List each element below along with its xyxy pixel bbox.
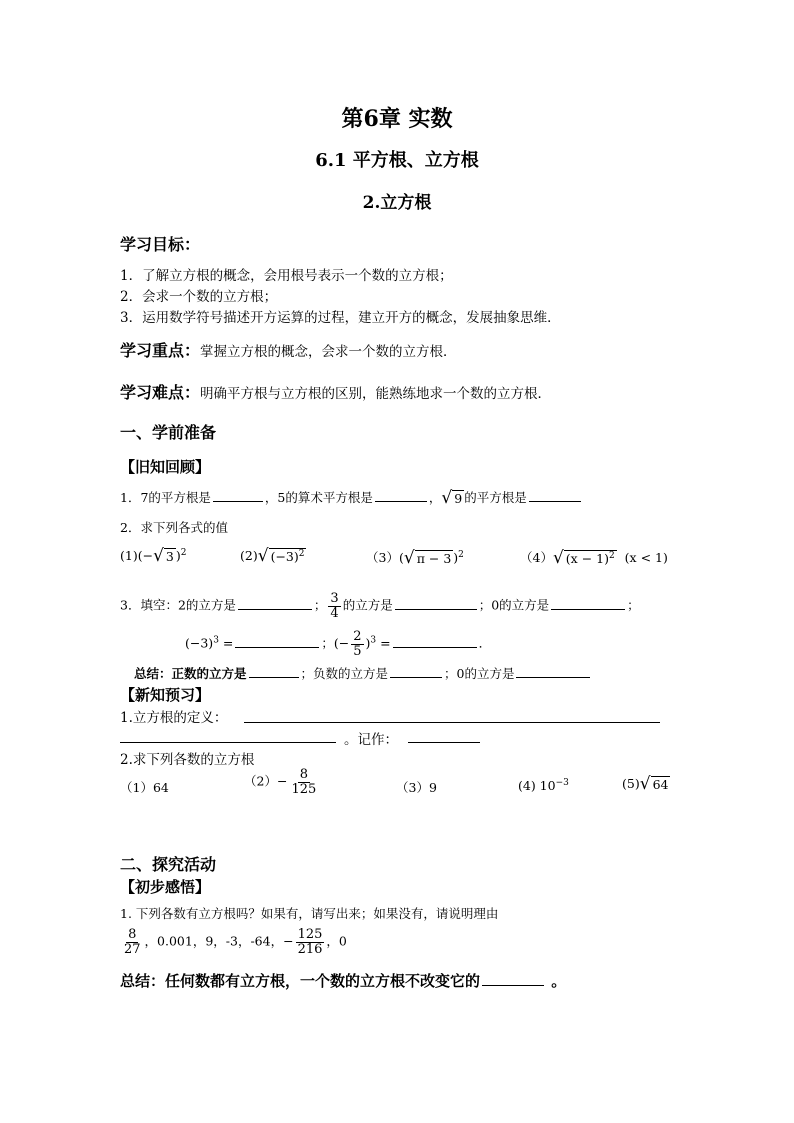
- q3-neg3-exp: 3: [213, 635, 219, 646]
- part2-heading: 二、探究活动: [120, 855, 217, 874]
- q3-blank-3[interactable]: [551, 596, 625, 610]
- part2-summary-b: 。: [551, 972, 567, 990]
- objective-1: 1．了解立方根的概念，会用根号表示一个数的立方根；: [120, 268, 453, 284]
- summary-blank-3[interactable]: [516, 664, 590, 678]
- difficulty: [120, 380, 551, 403]
- sqrt-64: √ 64: [639, 774, 669, 794]
- summary-blank-2[interactable]: [390, 664, 442, 678]
- q1-blank-3[interactable]: [529, 488, 581, 502]
- numbers-mid: ，0.001，9，-3，-64，−: [144, 933, 294, 949]
- p2-item-5: [622, 776, 670, 793]
- frac-8-27-den: 27: [124, 941, 141, 957]
- section-title: 6.1 平方根、立方根: [315, 150, 479, 171]
- q2-item-4-base: (x − 1): [565, 551, 609, 567]
- key-point-text: 掌握立方根的概念，会求一个数的立方根．: [200, 344, 457, 360]
- summary-blank-1[interactable]: [249, 664, 299, 678]
- q1-text-a: 1．7的平方根是: [120, 490, 211, 505]
- p2-item-1: （1）64: [120, 780, 169, 795]
- summary-c: ；0的立方是: [444, 666, 515, 681]
- review-heading: 【旧知回顾】: [120, 458, 211, 476]
- q2-item-4: [520, 548, 668, 567]
- fraction-3-4: [328, 592, 340, 620]
- subsection-title: 2.立方根: [362, 193, 432, 213]
- frac-8-27-num: 8: [128, 927, 137, 942]
- q2-item-3-exp: 2: [458, 549, 464, 560]
- q3-e-exp: 3: [370, 635, 377, 646]
- q3-text-b: 的立方是: [342, 597, 393, 613]
- preview-p1-notation: 。记作：: [344, 732, 398, 748]
- q3-neg3: (−3): [185, 635, 214, 651]
- q2-item-2-label: (2): [240, 548, 258, 563]
- q1-blank-1[interactable]: [213, 488, 263, 502]
- q1-blank-2[interactable]: [375, 488, 427, 502]
- frac-2-5-den: 5: [353, 643, 362, 659]
- q3-text-a: 3．填空：2的立方是: [120, 597, 236, 613]
- p2-item-2: [244, 768, 320, 796]
- p2-item-5-label: (5): [622, 776, 640, 791]
- p2-item-4-exp: −3: [555, 778, 569, 788]
- part2-summary-a: 总结：任何数都有立方根，一个数的立方根不改变它的: [120, 972, 481, 990]
- p2-item-4: [518, 778, 569, 793]
- summary-a: 总结：正数的立方是: [134, 666, 247, 681]
- sqrt-x-inner: [564, 550, 617, 567]
- sqrt-pi-minus-3: √ π − 3: [403, 548, 452, 568]
- key-point-label: 学习重点：: [120, 341, 201, 360]
- q2-item-2: [240, 548, 306, 565]
- frac-3-4-den: 4: [330, 605, 339, 621]
- review-q1: 1．7的平方根是 ，5的算术平方根是 ， √ 9 的平方根是: [120, 488, 583, 507]
- p2-item-2-label: （2）−: [244, 773, 288, 789]
- sqrt-x-minus-1-squared: √ $(x - 1)^2$: [552, 548, 615, 568]
- objective-3: 3．运用数学符号描述开方运算的过程，建立开方的概念，发展抽象思维．: [120, 310, 561, 326]
- review-q3-line2: $(-3)^3$ = ；(− $\frac{2}{5}$ )$^3$ = ．: [185, 629, 492, 659]
- q2-item-3-label: （3）(: [366, 550, 404, 565]
- definition-blank-1[interactable]: [244, 722, 660, 723]
- q2-item-4-label: （4）: [520, 550, 553, 565]
- initial-heading: 【初步感悟】: [120, 878, 211, 896]
- part2-q1: 1. 下列各数有立方根吗？如果有，请写出来；如果没有，请说明理由: [120, 906, 499, 921]
- sqrt-neg3-squared: √ $(-3)^2$: [257, 546, 305, 566]
- frac-125-216-num: 125: [297, 927, 323, 942]
- fraction-2-5: [351, 630, 363, 658]
- q2-item-4-condition: (x < 1): [624, 550, 668, 565]
- frac-125-216-den: 216: [297, 941, 323, 957]
- fraction-125-216: [296, 928, 325, 956]
- summary-b: ；负数的立方是: [300, 666, 389, 681]
- preview-heading: 【新知预习】: [120, 686, 211, 704]
- q2-item-1-open: (−: [137, 548, 154, 564]
- sqrt-pi-value: π − 3: [416, 551, 452, 566]
- q1-text-b: ，5的算术平方根是: [264, 490, 373, 505]
- q2-item-3-close: ): [453, 550, 459, 565]
- q3-blank-5[interactable]: [393, 634, 477, 648]
- frac-3-4-num: 3: [330, 591, 339, 606]
- part1-heading: 一、学前准备: [120, 423, 217, 442]
- q3-blank-2[interactable]: [395, 596, 477, 610]
- difficulty-text: 明确平方根与立方根的区别，能熟练地求一个数的立方根．: [200, 386, 552, 402]
- objective-2: 2．会求一个数的立方根；: [120, 289, 278, 305]
- q2-item-1-exp: 2: [180, 548, 187, 558]
- q3-e-close: ): [365, 635, 371, 651]
- q3-blank-4[interactable]: [235, 634, 319, 648]
- sqrt-neg3-squared-inner: [269, 548, 307, 565]
- q2-item-1-close: ): [175, 548, 181, 564]
- sqrt-64-value: 64: [652, 777, 669, 792]
- q2-item-3: [366, 548, 464, 567]
- fraction-8-125: [289, 768, 318, 796]
- objectives-heading: 学习目标：: [120, 235, 201, 254]
- q2-item-4-exp: 2: [608, 551, 615, 561]
- key-point: [120, 338, 457, 361]
- preview-p1-label: 1.立方根的定义：: [120, 710, 228, 726]
- sqrt-3: √ 3: [153, 546, 174, 567]
- frac-8-125-num: 8: [299, 767, 308, 782]
- q2-item-2-exp: 2: [298, 549, 305, 559]
- q3-text-c: ；0的立方是: [478, 597, 550, 613]
- part2-summary: [120, 970, 566, 991]
- definition-blank-2[interactable]: [120, 742, 336, 743]
- p2-item-4-base: (4) 10: [518, 778, 556, 794]
- fraction-8-27: [122, 928, 143, 956]
- chapter-title: 第6章 实数: [341, 106, 453, 132]
- notation-blank[interactable]: [408, 742, 480, 743]
- review-q2-text: 2．求下列各式的值: [120, 520, 228, 535]
- frac-8-125-den: 125: [291, 781, 317, 797]
- q2-item-1: [120, 548, 187, 565]
- part2-numbers: [120, 928, 347, 956]
- preview-p2-text: 2.求下列各数的立方根: [120, 752, 255, 768]
- difficulty-label: 学习难点：: [120, 383, 201, 402]
- q3-e-open: (−: [333, 635, 350, 651]
- q2-item-2-base: (−3): [270, 549, 299, 565]
- review-q3-line1: 3．填空：2的立方是 ； $\frac{3}{4}$ 的立方是 ；0的立方是 ；: [120, 591, 640, 621]
- p2-item-3: （3）9: [396, 780, 437, 795]
- q3-blank-1[interactable]: [238, 596, 312, 610]
- review-summary: [134, 664, 592, 682]
- q2-item-1-label: (1): [120, 548, 138, 564]
- frac-2-5-num: 2: [353, 629, 362, 644]
- sqrt-9: √ 9: [441, 488, 463, 508]
- q1-text-d: 的平方根是: [464, 490, 527, 505]
- numbers-end: ，0: [326, 933, 347, 949]
- part2-summary-blank[interactable]: [482, 972, 544, 986]
- sqrt-9-value: 9: [454, 491, 463, 506]
- sqrt-3-value: 3: [165, 549, 174, 565]
